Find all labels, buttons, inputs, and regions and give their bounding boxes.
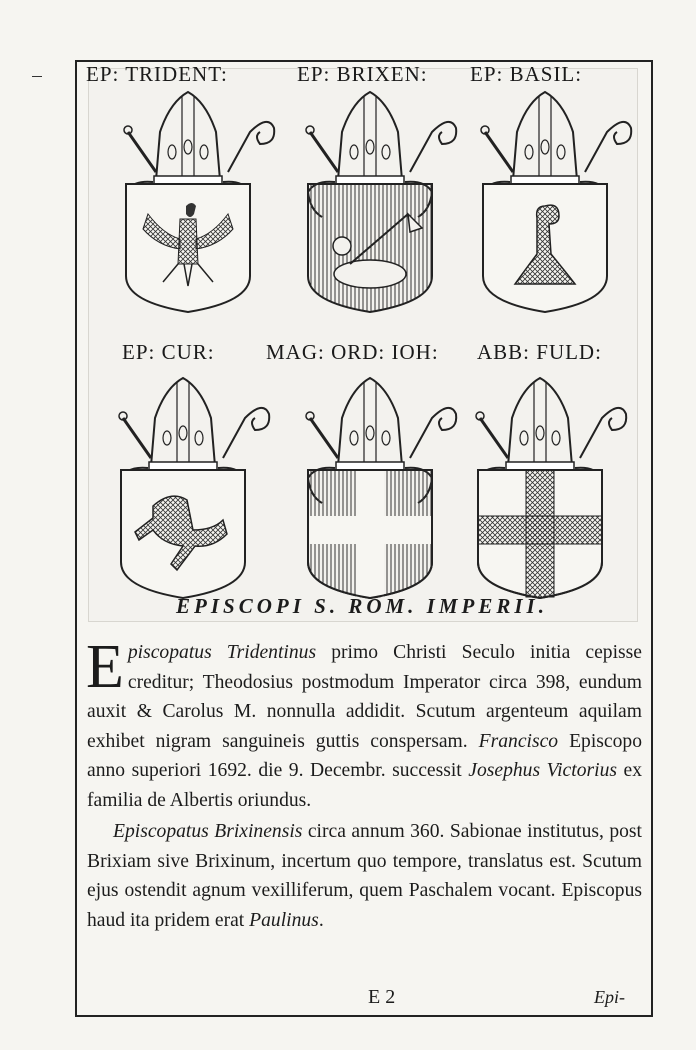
header-fulda: ABB: FULD:: [477, 340, 602, 364]
arms-brixen: [306, 92, 456, 312]
header-basil: EP: BASIL:: [470, 62, 583, 86]
arms-trident: [124, 92, 274, 312]
text-span: Paulinus: [249, 909, 319, 931]
text-span: Francisco: [478, 730, 559, 752]
text-span: Josephus Victorius: [468, 760, 617, 781]
arms-basil: [481, 92, 631, 312]
arms-order-st-john: [306, 378, 456, 598]
text-span: .: [318, 909, 324, 931]
header-brixen: EP: BRIXEN:: [297, 62, 428, 86]
header-order-st-john: MAG: ORD: IOH:: [266, 340, 439, 364]
paragraph-trident: [86, 633, 642, 815]
signature-mark: E 2: [368, 986, 396, 1008]
arms-fulda: [476, 378, 626, 598]
drop-cap: E: [86, 633, 124, 701]
text-span: piscopatus Tridentinus: [127, 642, 317, 663]
catchword: Epi-: [594, 987, 625, 1007]
paragraph-brixen: [87, 817, 642, 935]
header-trident: EP: TRIDENT:: [86, 62, 228, 86]
text-span: circa annum 360. Sabionae institutus, post Brixiam sive Brixinum, incertum quo tempore, translatus est. Scutum ejus ostendit agnum vexilliferum, quem Paschalem vocant. Episcopus haud ita pridem erat: [87, 821, 642, 931]
text-span: ex familia de Albertis oriundus.: [87, 760, 642, 811]
plate-title: EPISCOPI S. ROM. IMPERII.: [176, 594, 548, 618]
body-text: [86, 633, 642, 935]
header-chur: EP: CUR:: [122, 340, 215, 364]
text-span: Episcopatus Brixinensis: [113, 821, 303, 842]
text-span: primo Christi Seculo initia cepisse creditur; Theodosius postmodum Imperator circa 398, eundum auxit & Carolus M. nonnulla addidit. Scutum argenteum aquilam exhibet nigram sanguineis guttis conspersam.: [87, 642, 642, 752]
arms-chur: [119, 378, 269, 598]
text-span: Episcopo anno superiori 1692. die 9. Decembr. successit: [87, 730, 642, 781]
